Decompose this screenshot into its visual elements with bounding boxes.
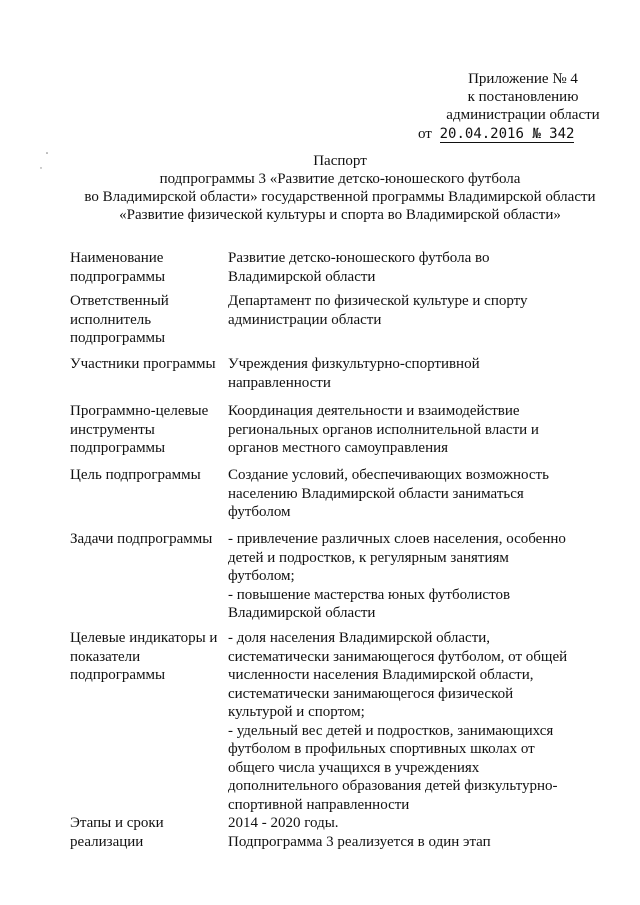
value-line: Учреждения физкультурно-спортивной (228, 356, 480, 372)
value-line: футболом; (228, 568, 295, 584)
row-label (70, 292, 225, 348)
value-line: футболом (228, 504, 291, 520)
row-label (70, 249, 225, 286)
row-label (70, 402, 225, 458)
label-line: Ответственный (70, 293, 169, 309)
row-value (228, 355, 578, 392)
row-value (228, 466, 578, 522)
label-line: подпрограммы (70, 440, 166, 456)
date-number-stamp: 20.04.2016 № 342 (439, 126, 575, 142)
value-line: администрации области (228, 311, 382, 328)
label-line: Этапы и сроки (70, 815, 164, 831)
title-state-program: во Владимирской области» государственной программы Владимирской области (84, 189, 596, 205)
label-line: подпрограммы (70, 330, 166, 346)
value-line: численности населения Владимирской области, (228, 667, 534, 683)
label-line: показатели (70, 648, 141, 665)
row-value (228, 402, 578, 458)
row-label (70, 814, 225, 851)
label-line: исполнитель (70, 311, 152, 328)
value-line: дополнительного образования детей физкультурно- (228, 778, 558, 794)
value-line: Создание условий, обеспечивающих возможность (228, 467, 549, 483)
value-line: - удельный вес детей и подростков, занимающихся (228, 722, 554, 739)
title-program-name: «Развитие физической культуры и спорта во Владимирской области» (119, 207, 561, 223)
label-line: Цель подпрограммы (70, 467, 201, 483)
value-line: Владимирской области (228, 605, 376, 621)
row-label (70, 355, 225, 374)
value-line: региональных органов исполнительной власти и (228, 421, 539, 438)
document-title (60, 152, 620, 224)
title-subprogram: подпрограммы 3 «Развитие детско-юношеского футбола (159, 171, 521, 187)
label-line: инструменты (70, 421, 155, 438)
appendix-reference: к постановлению (467, 89, 579, 105)
label-line: реализации (70, 833, 144, 850)
row-value (228, 249, 578, 286)
row-value (228, 814, 578, 851)
label-line: Наименование (70, 250, 164, 266)
row-label (70, 530, 225, 549)
row-label (70, 629, 225, 685)
date-prefix: от (418, 126, 432, 142)
appendix-block (418, 70, 628, 143)
value-line: систематически занимающегося физической (228, 685, 514, 702)
value-line: общего числа учащихся в учреждениях (228, 759, 480, 776)
value-line: спортивной направленности (228, 796, 410, 813)
label-line: Участники программы (70, 356, 216, 372)
row-value (228, 629, 578, 814)
title-passport: Паспорт (313, 153, 367, 169)
appendix-date-line (418, 125, 628, 143)
label-line: подпрограммы (70, 667, 166, 683)
value-line: органов местного самоуправления (228, 440, 449, 456)
row-value (228, 530, 578, 623)
value-line: направленности (228, 374, 331, 391)
value-line: футболом в профильных спортивных школах от (228, 741, 535, 757)
label-line: Программно-целевые (70, 403, 209, 419)
label-line: подпрограммы (70, 268, 166, 285)
row-value (228, 292, 578, 329)
value-line: - повышение мастерства юных футболистов (228, 586, 511, 603)
value-line: Владимирской области (228, 268, 376, 285)
label-line: Целевые индикаторы и (70, 630, 218, 646)
label-line: Задачи подпрограммы (70, 531, 213, 547)
value-line: Координация деятельности и взаимодействие (228, 403, 520, 419)
value-line: населению Владимирской области заниматься (228, 485, 524, 502)
value-line: - доля населения Владимирской области, (228, 630, 491, 646)
appendix-authority: администрации области (446, 107, 600, 123)
value-line: 2014 - 2020 годы. (228, 815, 339, 831)
value-line: - привлечение различных слоев населения, особенно (228, 531, 566, 547)
value-line: Департамент по физической культуре и спорту (228, 293, 528, 309)
value-line: культурой и спортом; (228, 704, 365, 720)
value-line: детей и подростков, к регулярным занятиям (228, 549, 509, 566)
appendix-title: Приложение № 4 (468, 71, 578, 87)
value-line: систематически занимающегося футболом, от общей (228, 648, 568, 665)
value-line: Развитие детско-юношеского футбола во (228, 250, 490, 266)
row-label (70, 466, 225, 485)
value-line: Подпрограмма 3 реализуется в один этап (228, 833, 491, 850)
